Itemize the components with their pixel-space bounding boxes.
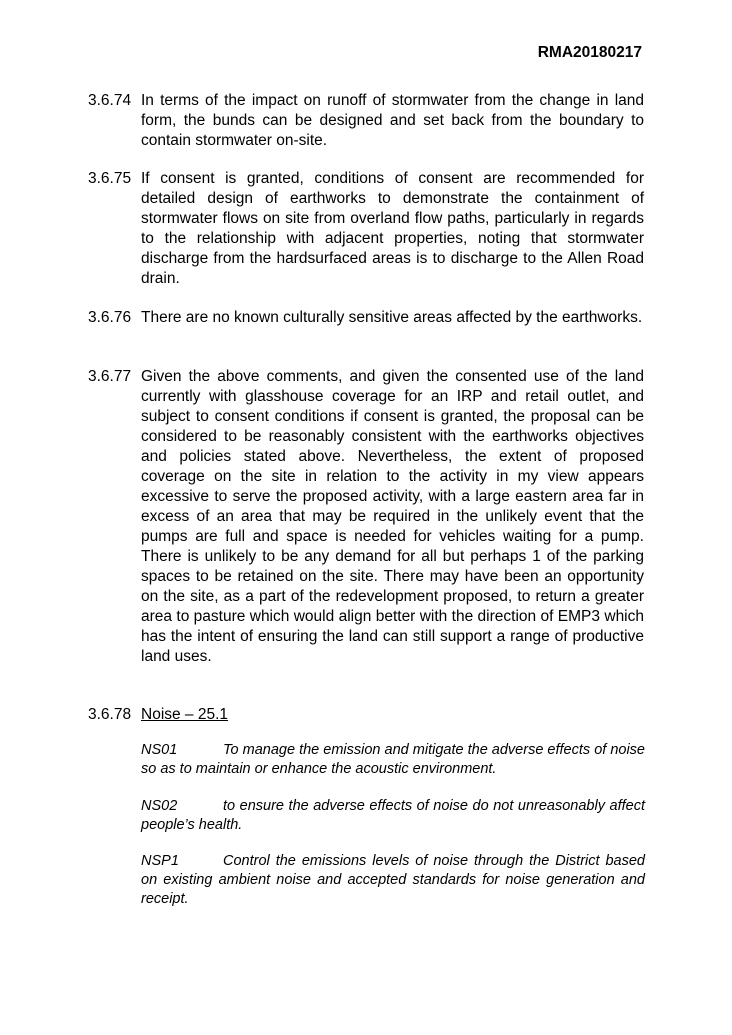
objective-code: NS02 xyxy=(141,798,178,814)
document-reference: RMA20180217 xyxy=(537,44,642,61)
objective-code: NSP1 xyxy=(141,853,179,869)
paragraph-3-6-74 xyxy=(88,91,644,151)
paragraph-number: 3.6.77 xyxy=(88,368,132,385)
paragraph-3-6-77 xyxy=(88,367,644,667)
objective-ns02 xyxy=(141,797,645,835)
objective-code: NS01 xyxy=(141,742,178,758)
paragraph-text: If consent is granted, conditions of consent are recommended for detailed design of earthworks to demonstrate the containment of stormwater flows on site from overland flow paths, particularly in regards to the relationship with adjacent properties, noting that stormwater discharge from the hardsurfaced areas is to discharge to the Allen Road drain. xyxy=(141,170,644,287)
section-number: 3.6.78 xyxy=(88,706,132,723)
paragraph-text: In terms of the impact on runoff of stormwater from the change in land form, the bunds can be designed and set back from the boundary to contain stormwater on-site. xyxy=(141,92,644,149)
paragraph-text: There are no known culturally sensitive areas affected by the earthworks. xyxy=(141,309,643,326)
paragraph-number: 3.6.76 xyxy=(88,309,132,326)
paragraph-number: 3.6.75 xyxy=(88,170,132,187)
objective-text: To manage the emission and mitigate the adverse effects of noise so as to maintain or enhance the acoustic environment. xyxy=(141,742,645,777)
paragraph-3-6-76 xyxy=(88,308,644,328)
objective-text: Control the emissions levels of noise through the District based on existing ambient noise and accepted standards for noise generation and receipt. xyxy=(141,853,645,907)
paragraph-3-6-75 xyxy=(88,169,644,289)
objective-text: to ensure the adverse effects of noise do not unreasonably affect people’s health. xyxy=(141,798,645,833)
section-heading: Noise – 25.1 xyxy=(141,706,229,723)
policy-nsp1 xyxy=(141,852,645,909)
paragraph-text: Given the above comments, and given the consented use of the land currently with glasshouse coverage for an IRP and retail outlet, and subject to consent conditions if consent is granted, the proposal can be considered to be reasonably consistent with the earthworks objectives and policies stated above. Nevertheless, the extent of proposed coverage on the site in relation to the activity in my view appears excessive to serve the proposed activity, with a large eastern area far in excess of an area that may be required in the unlikely event that the pumps are full and space is needed for vehicles waiting for a pump. There is unlikely to be any demand for all but perhaps 1 of the parking spaces to be retained on the site. There may have been an opportunity on the site, as a part of the redevelopment proposed, to return a greater area to pasture which would align better with the direction of EMP3 which has the intent of ensuring the land can still support a range of productive land uses. xyxy=(141,368,644,665)
paragraph-number: 3.6.74 xyxy=(88,92,132,109)
section-noise xyxy=(88,705,644,725)
objective-ns01 xyxy=(141,741,645,779)
